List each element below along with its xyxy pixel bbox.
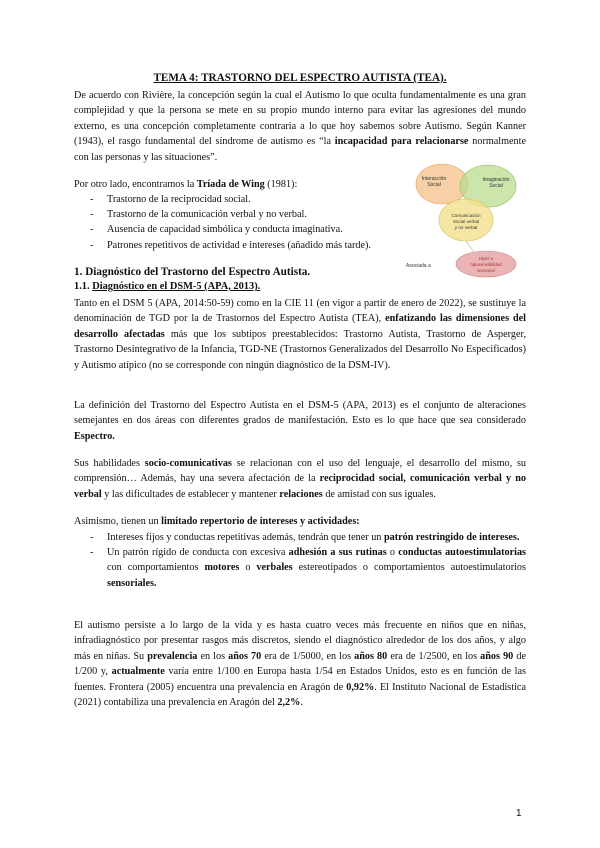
intro-text: De acuerdo con Rivière, la concepción según la cual el Autismo lo que oculta fundamentalmente es una gran complejidad y que la persona se mete en su propio mundo interno para evitar las agresiones del mundo externo, es una concepción completamente contraria a lo que hoy sabemos sobre Autismo. Según Kanner (1943), el rasgo fundamental del síndrome de autismo es “la [74, 90, 526, 148]
prev-text-o: . [300, 697, 303, 709]
circle4-label-2: hiposensibilidad [470, 262, 502, 267]
prevalence-paragraph [74, 618, 526, 710]
prev-bold-d: años 70 [228, 650, 262, 662]
subsection-number: 1.1. [74, 281, 90, 292]
interests-text-a: Asimismo, tienen un [74, 516, 162, 527]
prev-bold-j: actualmente [111, 666, 165, 678]
social-text-a: Sus habilidades [74, 458, 145, 469]
wing-list [74, 192, 394, 253]
prev-bold-h: años 90 [480, 650, 514, 662]
interests-bold-b: limitado repertorio de intereses y actividades: [161, 516, 360, 527]
wing-lead [74, 177, 374, 192]
prev-text-k: varía entre 1/100 en Europa hasta 1/54 en Estados Unidos, esto es en función de las fuentes. Frontera (2005) encuentra una prevalencia en Aragón de [74, 666, 526, 693]
list-item: - Trastorno de la reciprocidad social. [74, 192, 394, 207]
intro-bold: incapacidad para relacionarse [334, 136, 469, 148]
prev-bold-f: años 80 [354, 650, 388, 662]
connector-line [466, 241, 474, 252]
intro-text-end: normalmente con las personas y las situaciones”. [74, 136, 526, 163]
item2-bold-j: sensoriales. [107, 577, 157, 589]
item2-text-a: Un patrón rígido de conducta con excesiva [107, 547, 289, 559]
circle3-label-3: y no verbal [454, 225, 478, 230]
wing-lead-end: (1981): [264, 179, 298, 190]
list-item: - Patrones repetitivos de actividad e intereses (añadido más tarde). [74, 238, 394, 253]
prev-bold-n: 2,2% [277, 697, 301, 709]
subsection-heading [74, 281, 260, 292]
social-bold-f: relaciones [279, 488, 323, 500]
item2-text-c: o [386, 547, 399, 559]
subsection-title: Diagnóstico en el DSM-5 (APA, 2013). [92, 281, 261, 292]
prev-text-e: era de 1/5000, en los [261, 650, 355, 662]
page-title: TEMA 4: TRASTORNO DEL ESPECTRO AUTISTA (TEA). [153, 72, 447, 84]
interests-list [74, 530, 526, 591]
definition-paragraph [74, 398, 526, 444]
circle4-label-1: Hiper e [478, 256, 494, 261]
item2-text-i: estereotipados o comportamientos autoestimulatorios [292, 562, 526, 574]
list-item [74, 530, 526, 545]
item2-text-g: o [239, 562, 257, 574]
prev-bold-b: prevalencia [147, 650, 198, 662]
prev-text-g: era de 1/2500, en los [387, 650, 481, 662]
wing-lead-text: Por otro lado, encontramos la [74, 179, 197, 190]
circle4-label-3: sensorial [477, 268, 495, 273]
social-text-g: de amistad con sus iguales. [322, 488, 436, 500]
social-text-c: se relacionan con el uso del lenguaje, el desarrollo del mismo, su comprensión… Además, hay una severa afectación de la [74, 458, 527, 485]
prev-text-c: en los [197, 650, 229, 662]
dsm-paragraph [74, 296, 526, 373]
circle3-label-1: Comunicación [451, 213, 481, 218]
wing-lead-bold: Tríada de Wing [196, 179, 265, 190]
list-item: - Ausencia de capacidad simbólica y conducta imaginativa. [74, 222, 394, 237]
circle3-label-2: Social verbal [452, 219, 480, 224]
item2-bold-f: motores [204, 562, 240, 574]
prev-text-a: El autismo persiste a lo largo de la vida y es hasta cuatro veces más frecuente en niños que en niñas, infradiagnóstico por presentar rasgos más discretos, siendo el diagnóstico alrededor de los dos años, y algo más en niñas. Su [74, 620, 526, 662]
prev-bold-l: 0,92% [346, 681, 375, 693]
circle2-label-1: Imaginación [482, 177, 510, 183]
list-item: - Trastorno de la comunicación verbal y no verbal. [74, 207, 394, 222]
list-item [74, 545, 526, 591]
item2-bold-b: adhesión a sus rutinas [288, 547, 387, 559]
social-bold-d: reciprocidad social, comunicación verbal y no verbal [74, 473, 526, 500]
social-text-e: y las dificultades de establecer y mantener [101, 488, 280, 500]
definition-text: La definición del Trastorno del Espectro Autista en el DSM-5 (APA, 2013) es el conjunto de alteraciones semejantes en dos áreas con diferentes grados de manifestación. Esto es lo que hace que sea considerado [74, 400, 526, 427]
dsm-text-a: Tanto en el DSM 5 (APA, 2014:50-59) como en la CIE 11 (en vigor a partir de enero de 2022), se sustituye la denominación de TGD por la de Trastornos del Espectro Autista (TEA), [74, 298, 526, 325]
prev-text-m: . El Instituto Nacional de Estadística (2021) contabiliza una prevalencia en Aragón del [74, 681, 526, 709]
section-heading: 1. Diagnóstico del Trastorno del Espectro Autista. [74, 266, 311, 278]
prev-text-i: de 1/200 y, [74, 650, 526, 678]
social-paragraph [74, 456, 526, 502]
dsm-text-c: más que los subtipos preestablecidos: Trastorno Autista, Trastorno de Asperger, Trastorno Desintegrativo de la Infancia, TGD-NE (Trastornos Generalizados del Desarrollo No Especificados) y Autismo atípico (no se corresponde con ningún diagnóstico de la DSM-IV). [74, 328, 527, 371]
side-label: Asociada a [406, 263, 431, 269]
intro-paragraph [74, 88, 526, 165]
item2-text-e: con comportamientos [107, 562, 205, 574]
wing-triad-diagram [404, 162, 530, 278]
definition-bold: Espectro. [74, 430, 115, 442]
circle1-label-2: Social [427, 182, 441, 188]
social-bold-b: socio-comunicativas [144, 458, 232, 469]
item1-text: Intereses fijos y conductas repetitivas además, tendrán que tener un [107, 532, 384, 543]
dsm-bold: enfatizando las dimensiones del desarrollo afectadas [74, 313, 526, 340]
circle1-label-1: Interacción [421, 176, 447, 182]
item1-bold: patrón restringido de intereses. [383, 532, 520, 543]
item2-bold-d: conductas autoestimulatorias [398, 547, 527, 559]
circle2-label-2: Social [489, 183, 503, 189]
page-number: 1 [516, 808, 522, 819]
interests-lead [74, 514, 526, 529]
item2-bold-h: verbales [256, 562, 293, 574]
